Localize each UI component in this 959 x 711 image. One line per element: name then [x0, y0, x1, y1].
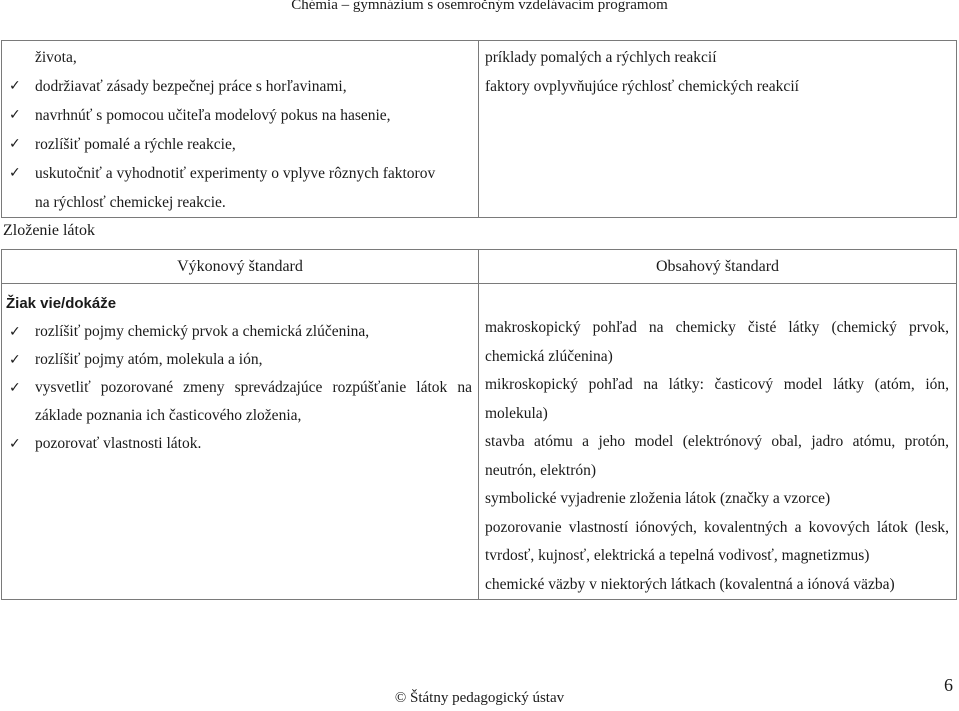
checkmark-icon: ✓	[9, 380, 21, 396]
page-footer: © Štátny pedagogický ústav	[394, 690, 565, 706]
page-header: Chémia – gymnázium s osemročným vzdelávacím programom	[291, 0, 668, 13]
checkmark-icon: ✓	[9, 324, 21, 340]
list-item: ✓ vysvetliť pozorované zmeny sprevádzajúce rozpúšťanie látok na základe poznania ich časticového zloženia,	[2, 374, 478, 430]
list-item: ✓ rozlíšiť pojmy chemický prvok a chemická zlúčenina,	[2, 318, 478, 346]
checkmark-icon: ✓	[9, 165, 21, 181]
list-item: ✓ dodržiavať zásady bezpečnej práce s horľavinami,	[2, 72, 478, 101]
list-item: ✓ pozorovať vlastnosti látok.	[2, 430, 478, 458]
list-item: ✓ navrhnúť s pomocou učiteľa modelový pokus na hasenie,	[2, 101, 478, 130]
list-item: makroskopický pohľad na chemicky čisté látky (chemický prvok, chemická zlúčenina)	[485, 319, 949, 365]
checkmark-icon: ✓	[9, 107, 21, 123]
content-standard-header: Obsahový štandard	[479, 250, 957, 284]
content-list	[479, 284, 956, 599]
content-standard-cell	[479, 284, 957, 600]
list-item: ✓ rozlíšiť pomalé a rýchle reakcie,	[2, 130, 478, 159]
list-item: pozorovanie vlastností iónových, kovalentných a kovových látok (lesk, tvrdosť, kujnosť, elektrická a tepelná vodivosť, magnetizmus)	[485, 518, 949, 564]
page-number: 6	[944, 675, 953, 695]
performance-standard-cell	[2, 284, 479, 600]
checkmark-icon: ✓	[9, 136, 21, 152]
top-right-list	[479, 41, 956, 101]
checkmark-icon: ✓	[9, 78, 21, 94]
list-item: života,	[35, 49, 77, 66]
checkmark-icon: ✓	[9, 436, 21, 452]
list-item: ✓ uskutočniť a vyhodnotiť experimenty o vplyve rôznych faktorov	[2, 159, 478, 188]
performance-standard-header: Výkonový štandard	[2, 250, 479, 284]
checkmark-icon: ✓	[9, 352, 21, 368]
performance-list	[2, 314, 478, 458]
standards-table	[1, 249, 957, 600]
list-item: ✓ rozlíšiť pojmy atóm, molekula a ión,	[2, 346, 478, 374]
list-item: chemické väzby v niektorých látkach (kovalentná a iónová väzba)	[485, 575, 895, 593]
list-item: symbolické vyjadrenie zloženia látok (značky a vzorce)	[485, 490, 831, 507]
top-right-cell	[479, 41, 957, 218]
top-left-cell	[2, 41, 479, 218]
top-table	[1, 40, 957, 218]
list-item: na rýchlosť chemickej reakcie.	[35, 194, 226, 211]
list-item: faktory ovplyvňujúce rýchlosť chemických reakcií	[485, 78, 799, 95]
list-item: príklady pomalých a rýchlych reakcií	[485, 49, 717, 66]
list-item: mikroskopický pohľad na látky: časticový model látky (atóm, ión, molekula)	[485, 376, 949, 422]
list-item: stavba atómu a jeho model (elektrónový obal, jadro atómu, protón, neutrón, elektrón)	[485, 433, 949, 479]
pupil-label: Žiak vie/dokáže	[6, 295, 117, 312]
section-title: Zloženie látok	[3, 222, 95, 239]
top-left-list	[2, 41, 478, 217]
